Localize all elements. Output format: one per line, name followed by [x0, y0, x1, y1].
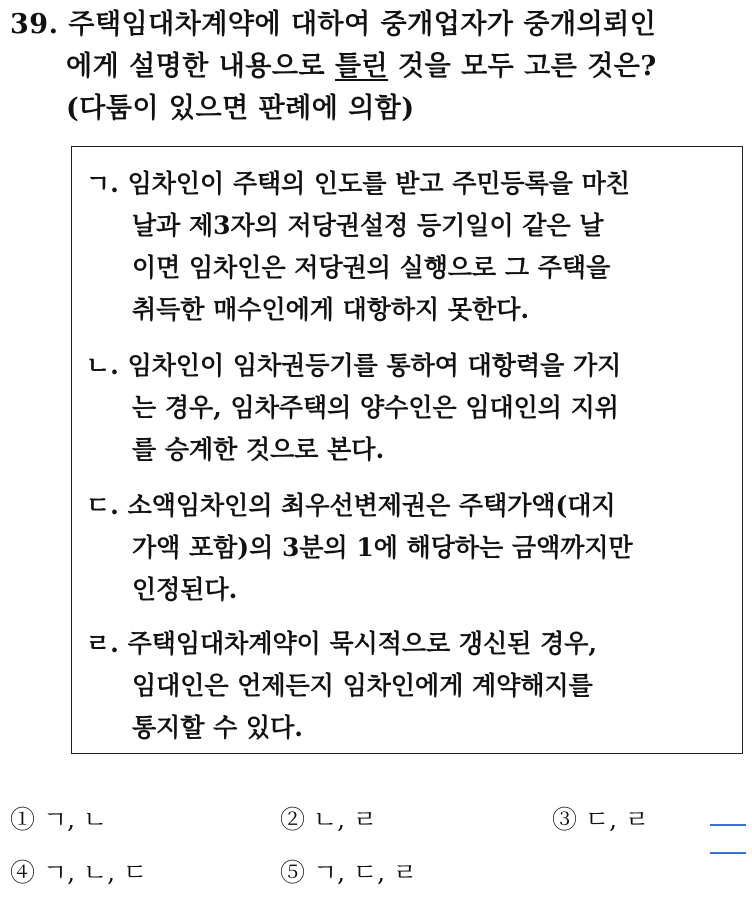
statement-line: 를 승계한 것으로 본다.	[132, 435, 385, 464]
choice-text: ㄴ, ㄹ	[312, 805, 378, 834]
accent-line-bottom	[710, 852, 746, 854]
statement-line: 임대인은 언제든지 임차인에게 계약해지를	[132, 671, 593, 700]
choice-2[interactable]	[280, 802, 377, 838]
choice-number: ③	[552, 805, 578, 834]
statement-text: 임차인이 임차권등기를 통하여 대항력을 가지	[127, 351, 622, 380]
statement-text: 주택임대차계약이 묵시적으로 갱신된 경우,	[127, 629, 598, 658]
emphasis-incorrect: 틀린	[334, 51, 389, 82]
statement-b	[86, 345, 726, 471]
statement-line: 날과 제3자의 저당권설정 등기일이 같은 날	[132, 211, 604, 240]
choice-text: ㄱ, ㄷ, ㄹ	[312, 858, 418, 887]
choice-5[interactable]	[280, 855, 417, 891]
statement-line: 이면 임차인은 저당권의 실행으로 그 주택을	[132, 253, 611, 282]
statement-line: 인정된다.	[132, 575, 238, 604]
statement-a	[86, 163, 726, 331]
statement-line: 취득한 매수인에게 대항하지 못한다.	[132, 295, 530, 324]
choice-4[interactable]	[10, 855, 147, 891]
statement-marker: ㄴ.	[86, 351, 119, 380]
question-note: (다툼이 있으면 판례에 의함)	[66, 93, 415, 124]
statement-marker: ㄹ.	[86, 629, 119, 658]
choice-number: ①	[10, 805, 36, 834]
choice-text: ㄱ, ㄴ, ㄷ	[42, 858, 148, 887]
choice-text: ㄱ, ㄴ	[42, 805, 108, 834]
statement-line: 통지할 수 있다.	[132, 713, 304, 742]
question-line-3	[10, 88, 746, 130]
question-line-1	[10, 4, 746, 46]
statement-marker: ㄷ.	[86, 491, 119, 520]
statement-marker: ㄱ.	[86, 169, 119, 198]
question-number: 39.	[10, 9, 59, 40]
question-text-2a: 에게 설명한 내용으로	[66, 51, 335, 82]
accent-line-top	[710, 824, 746, 826]
question-stem	[10, 4, 746, 130]
choice-1[interactable]	[10, 802, 107, 838]
statement-line	[86, 485, 726, 527]
statement-text: 임차인이 주택의 인도를 받고 주민등록을 마친	[127, 169, 630, 198]
choice-number: ⑤	[280, 858, 306, 887]
statement-line	[86, 163, 726, 205]
statement-line	[86, 623, 726, 665]
question-text-1: 주택임대차계약에 대하여 중개업자가 중개의뢰인	[68, 9, 657, 40]
statement-box	[71, 146, 743, 754]
statement-line	[86, 345, 726, 387]
choice-number: ②	[280, 805, 306, 834]
choice-text: ㄷ, ㄹ	[584, 805, 650, 834]
choice-number: ④	[10, 858, 36, 887]
question-line-2	[10, 46, 746, 88]
question-text-2b: 것을 모두 고른 것은?	[388, 51, 657, 82]
statement-d	[86, 623, 726, 749]
statement-line: 는 경우, 임차주택의 양수인은 임대인의 지위	[132, 393, 619, 422]
statement-c	[86, 485, 726, 611]
choice-3[interactable]	[552, 802, 649, 838]
statement-text: 소액임차인의 최우선변제권은 주택가액(대지	[127, 491, 616, 520]
statement-line: 가액 포함)의 3분의 1에 해당하는 금액까지만	[132, 533, 633, 562]
